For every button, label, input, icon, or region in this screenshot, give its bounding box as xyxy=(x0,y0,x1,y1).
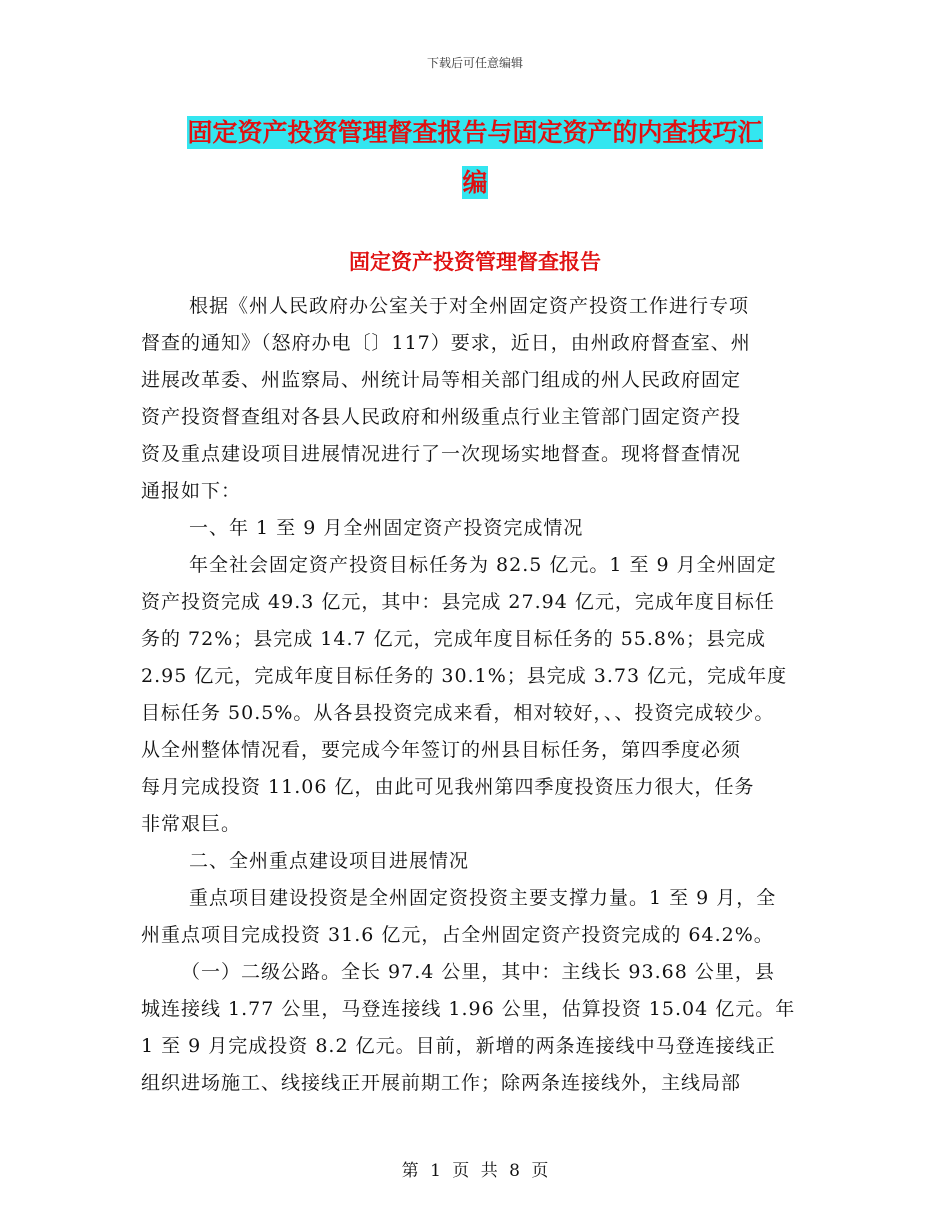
text-line: 州重点项目完成投资 31.6 亿元，占全州固定资产投资完成的 64.2%。 xyxy=(141,924,774,946)
text-line: 组织进场施工、线接线正开展前期工作；除两条连接线外，主线局部 xyxy=(141,1072,742,1094)
text-line: 2.95 亿元，完成年度目标任务的 30.1%；县完成 3.73 亿元，完成年度 xyxy=(141,665,788,687)
text-line: 资产投资完成 49.3 亿元，其中：县完成 27.94 亿元，完成年度目标任 xyxy=(141,591,775,613)
text-line: 资产投资督查组对各县人民政府和州级重点行业主管部门固定资产投 xyxy=(141,406,742,428)
text-line: 每月完成投资 11.06 亿，由此可见我州第四季度投资压力很大，任务 xyxy=(141,776,755,798)
text-line: 目标任务 50.5%。从各县投资完成来看，相对较好，、、投资完成较少。 xyxy=(141,702,775,724)
text-line: 根据《州人民政府办公室关于对全州固定资产投资工作进行专项 xyxy=(189,295,750,317)
text-line: 从全州整体情况看，要完成今年签订的州县目标任务，第四季度必须 xyxy=(141,739,742,761)
text-line: 非常艰巨。 xyxy=(141,813,242,835)
page-footer: 第 1 页 共 8 页 xyxy=(401,1161,549,1181)
text-line: 督查的通知》（怒府办电〔〕117）要求，近日，由州政府督查室、州 xyxy=(141,332,751,354)
text-line: 重点项目建设投资是全州固定资投资主要支撑力量。1 至 9 月，全 xyxy=(189,887,777,909)
text-line: 通报如下： xyxy=(141,480,242,502)
heading-line: 一、年 1 至 9 月全州固定资产投资完成情况 xyxy=(189,517,584,539)
text-line: （一）二级公路。全长 97.4 公里，其中：主线长 93.68 公里，县 xyxy=(181,961,775,983)
text-line: 城连接线 1.77 公里，马登连接线 1.96 公里，估算投资 15.04 亿元。年 xyxy=(141,998,796,1020)
text-line: 1 至 9 月完成投资 8.2 亿元。目前，新增的两条连接线中马登连接线正 xyxy=(141,1035,776,1057)
section-title: 固定资产投资管理督查报告 xyxy=(349,249,601,274)
document-title-line-1: 固定资产投资管理督查报告与固定资产的内查技巧汇 xyxy=(187,118,763,147)
text-line: 年全社会固定资产投资目标任务为 82.5 亿元。1 至 9 月全州固定 xyxy=(189,554,777,576)
document-title xyxy=(150,108,800,208)
heading-line: 二、全州重点建设项目进展情况 xyxy=(189,850,470,872)
text-line: 资及重点建设项目进展情况进行了一次现场实地督查。现将督查情况 xyxy=(141,443,742,465)
text-line: 务的 72%；县完成 14.7 亿元，完成年度目标任务的 55.8%；县完成 xyxy=(141,628,767,650)
body-text xyxy=(141,288,816,1102)
document-title-line-2: 编 xyxy=(462,168,488,197)
page-header-note: 下载后可任意编辑 xyxy=(426,56,523,70)
text-line: 进展改革委、州监察局、州统计局等相关部门组成的州人民政府固定 xyxy=(141,369,742,391)
